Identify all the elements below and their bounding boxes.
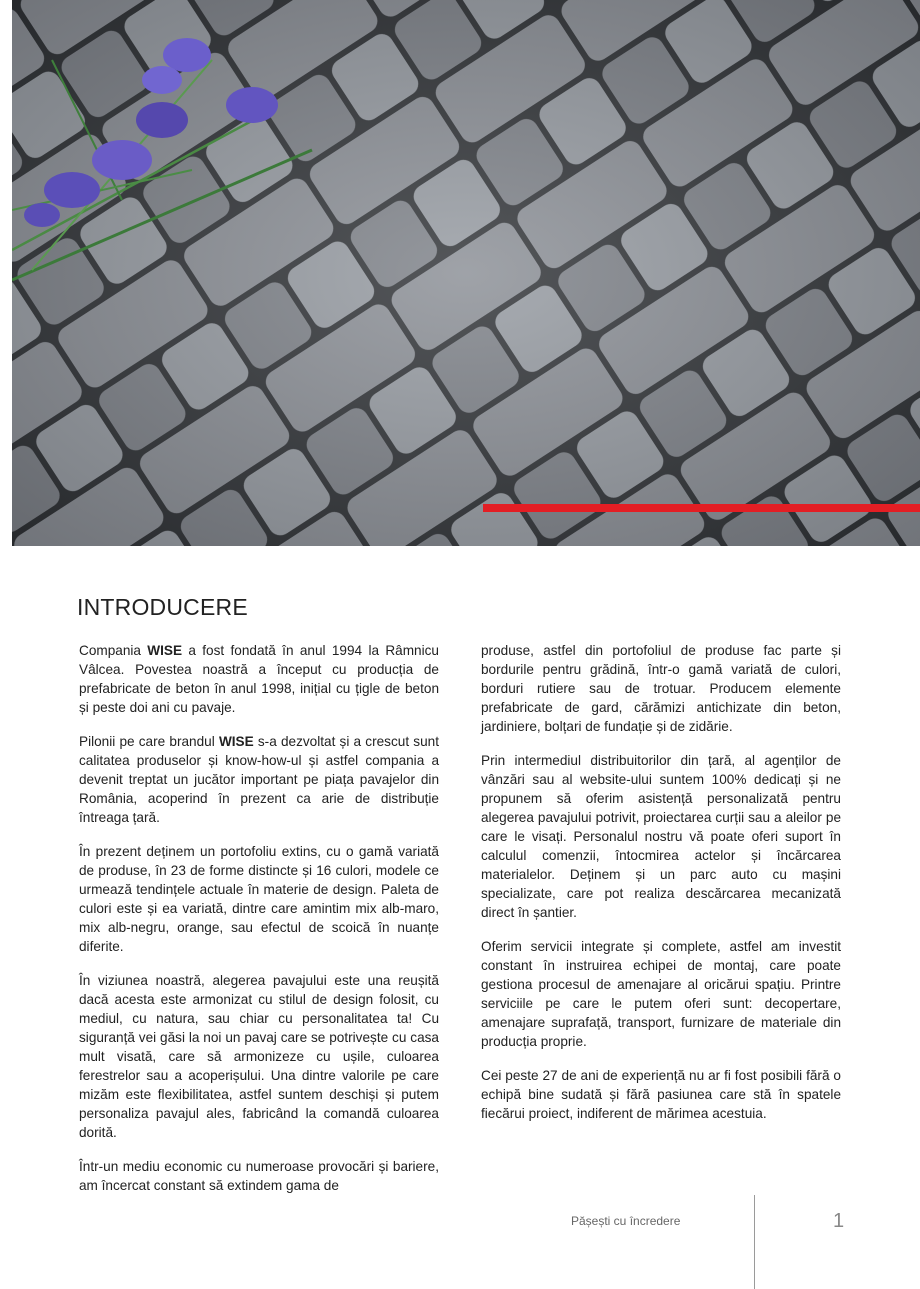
paving-stones-illustration bbox=[12, 0, 920, 546]
paragraph: Cei peste 27 de ani de experiență nu ar fi fost posibili fără o echipă bine sudată și fără pasiunea care stă în spatele fiecărui proiect, indiferent de mărimea acestuia. bbox=[481, 1068, 841, 1121]
paragraph: În viziunea noastră, alegerea pavajului este una reușită dacă acesta este armonizat cu stilul de design folosit, cu mediul, cu natura, sau chiar cu personalitatea ta! Cu siguranță vei găsi la noi un pavaj care se potrivește cu casa mult visată, care să armonizeze cu ușile, culoarea ferestrelor sau a acoperișului. Una dintre valorile pe care mizăm este flexibilitatea, astfel suntem deschiși și putem personaliza pavajul ales, fabricând la comandă culoarea dorită. bbox=[79, 973, 439, 1140]
page-title: INTRODUCERE bbox=[77, 594, 248, 620]
right-text-column bbox=[481, 641, 841, 1138]
paragraph: Prin intermediul distribuitorilor din țară, al agenților de vânzări sau al website-ului suntem 100% dedicați și ne propunem să oferim asistență personalizată pentru alegerea pavajului potrivit, proiectarea curții sau a aleilor pe care le visați. Personalul nostru vă poate oferi suport în calculul comenzii, întocmirea actelor și încărcarea materialelor. Deținem și un parc auto cu mașini specializate, care pot realiza descărcarea mecanizată direct în șantier. bbox=[481, 753, 841, 920]
paragraph: Compania WISE a fost fondată în anul 1994 la Râmnicu Vâlcea. Povestea noastră a început cu producția de prefabricate de beton în anul 1998, inițial cu țigle de beton și peste doi ani cu pavaje. bbox=[79, 643, 439, 715]
paragraph: Într-un mediu economic cu numeroase provocări și bariere, am încercat constant să extindem gama de bbox=[79, 1159, 439, 1193]
paragraph: produse, astfel din portofoliul de produse fac parte și bordurile pentru grădină, într-o gamă variată de culori, borduri rutiere sau de trotuar. Producem elemente prefabricate de gard, cărămizi antichizate din beton, jardiniere, bolțari de fundație și de zidărie. bbox=[481, 643, 841, 734]
accent-red-bar bbox=[483, 504, 920, 512]
paragraph: Oferim servicii integrate și complete, astfel am investit constant în instruirea echipei de montaj, care poate gestiona procesul de amenajare al oricărui spațiu. Printre serviciile pe care le putem oferi sunt: decopertare, amenajare suprafață, transport, furnizare de materiale din producția proprie. bbox=[481, 939, 841, 1049]
hero-image bbox=[12, 0, 920, 546]
footer-tagline: Pășești cu încredere bbox=[571, 1214, 681, 1228]
paragraph: În prezent deținem un portofoliu extins, cu o gamă variată de produse, în 23 de forme distincte și 16 culori, modele ce urmează tendințele actuale în materie de design. Paleta de culori este și ea variată, dintre care amintim mix alb-maro, mix alb-negru, orange, sau efectul de scoică în nuanțe diferite. bbox=[79, 844, 439, 954]
footer-divider bbox=[754, 1195, 755, 1289]
left-text-column bbox=[79, 641, 439, 1210]
page-number: 1 bbox=[833, 1210, 845, 1232]
paragraph: Pilonii pe care brandul WISE s-a dezvoltat și a crescut sunt calitatea produselor și know-how-ul și astfel compania a devenit treptat un jucător important pe piața pavajelor din România, acoperind în prezent ca arie de distribuție întreaga țară. bbox=[79, 734, 439, 825]
